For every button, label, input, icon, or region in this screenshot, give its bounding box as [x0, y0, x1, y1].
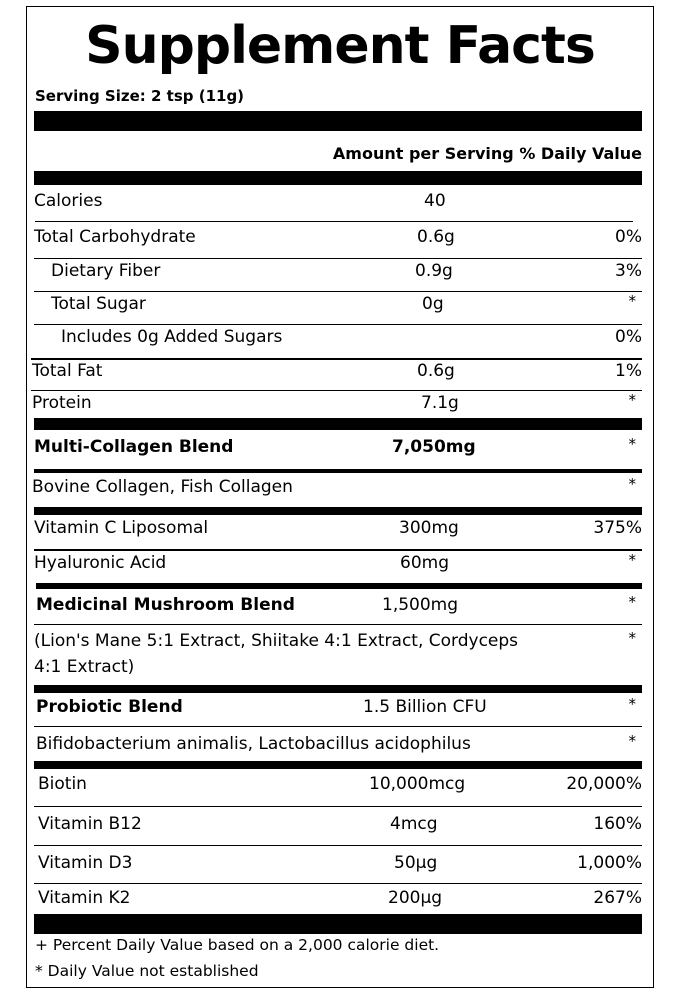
- row-name: Total Fat: [32, 361, 103, 381]
- row-name: Probiotic Blend: [36, 697, 183, 717]
- row-name: (Lion's Mane 5:1 Extract, Shiitake 4:1 Extract, Cordyceps: [34, 631, 519, 651]
- row-amount: 0.9g: [415, 261, 453, 281]
- row-dv: 0%: [615, 227, 642, 247]
- supplement-facts-label: [26, 6, 654, 988]
- serving-size: Serving Size: 2 tsp (11g): [35, 87, 245, 105]
- thick-bar-bottom: [34, 914, 642, 934]
- row-dv: *: [628, 435, 636, 453]
- footnote-dv-not-established: * Daily Value not established: [35, 962, 259, 980]
- row-name: Protein: [32, 393, 92, 413]
- row-dv: *: [628, 593, 636, 611]
- row-name: Includes 0g Added Sugars: [61, 327, 283, 347]
- row-name: Biotin: [38, 774, 87, 794]
- row-dv: 0%: [615, 327, 642, 347]
- row-dv: 3%: [615, 261, 642, 281]
- row-name: Vitamin B12: [38, 814, 142, 834]
- row-name: Bifidobacterium animalis, Lactobacillus acidophilus: [36, 734, 471, 754]
- row-amount: 0g: [422, 294, 444, 314]
- thick-bar: [34, 685, 642, 693]
- row-dv: 375%: [593, 518, 642, 538]
- row-amount: 60mg: [400, 553, 449, 573]
- row-name: Vitamin D3: [38, 853, 133, 873]
- row-dv: *: [628, 551, 636, 569]
- row-name: Multi-Collagen Blend: [34, 437, 234, 457]
- footnote-percent-dv: + Percent Daily Value based on a 2,000 calorie diet.: [35, 936, 440, 954]
- row-amount: 7.1g: [421, 393, 459, 413]
- row-dv: *: [628, 629, 636, 647]
- column-header: [333, 144, 642, 163]
- divider: [34, 624, 642, 625]
- row-dv: *: [628, 695, 636, 713]
- thick-bar: [36, 583, 642, 589]
- divider: [34, 806, 642, 807]
- row-amount: 200µg: [388, 888, 443, 908]
- row-name: Bovine Collagen, Fish Collagen: [32, 477, 293, 497]
- thick-bar: [34, 507, 642, 515]
- thick-bar-top: [34, 111, 642, 131]
- row-dv: *: [628, 391, 636, 409]
- thick-bar: [34, 761, 642, 769]
- row-dv: *: [628, 475, 636, 493]
- row-dv: 1,000%: [577, 853, 642, 873]
- row-amount: 0.6g: [417, 227, 455, 247]
- divider: [34, 549, 642, 551]
- row-dv: 1%: [615, 361, 642, 381]
- row-name-continued: 4:1 Extract): [34, 657, 135, 677]
- row-name: Medicinal Mushroom Blend: [36, 595, 295, 615]
- row-amount: 300mg: [399, 518, 459, 538]
- divider: [34, 291, 642, 292]
- row-amount: 40: [424, 191, 446, 211]
- row-name: Dietary Fiber: [51, 261, 161, 281]
- row-name: Vitamin K2: [38, 888, 131, 908]
- divider: [35, 221, 633, 222]
- row-name: Hyaluronic Acid: [34, 553, 167, 573]
- header-amount: Amount per Serving: [332, 144, 514, 163]
- row-name: Total Sugar: [51, 294, 146, 314]
- row-dv: *: [628, 292, 636, 310]
- row-amount: 50µg: [394, 853, 438, 873]
- divider: [31, 358, 642, 360]
- row-dv: 20,000%: [566, 774, 642, 794]
- divider: [34, 258, 642, 259]
- row-name: Calories: [34, 191, 103, 211]
- row-dv: 267%: [593, 888, 642, 908]
- row-amount: 1.5 Billion CFU: [363, 697, 487, 717]
- divider: [34, 845, 642, 846]
- divider: [34, 324, 642, 325]
- divider: [34, 469, 642, 473]
- row-dv: *: [628, 732, 636, 750]
- divider: [34, 726, 642, 727]
- label-title: Supplement Facts: [85, 16, 595, 76]
- divider: [31, 390, 642, 391]
- row-name: Total Carbohydrate: [34, 227, 196, 247]
- row-amount: 1,500mg: [382, 595, 459, 615]
- row-amount: 0.6g: [417, 361, 455, 381]
- divider: [34, 883, 642, 884]
- row-name: Vitamin C Liposomal: [34, 518, 209, 538]
- row-dv: 160%: [593, 814, 642, 834]
- thick-bar-header: [34, 171, 642, 185]
- thick-bar: [34, 418, 642, 430]
- row-amount: 4mcg: [390, 814, 438, 834]
- row-amount: 7,050mg: [392, 437, 476, 457]
- row-amount: 10,000mcg: [369, 774, 466, 794]
- header-dv: % Daily Value: [519, 144, 642, 163]
